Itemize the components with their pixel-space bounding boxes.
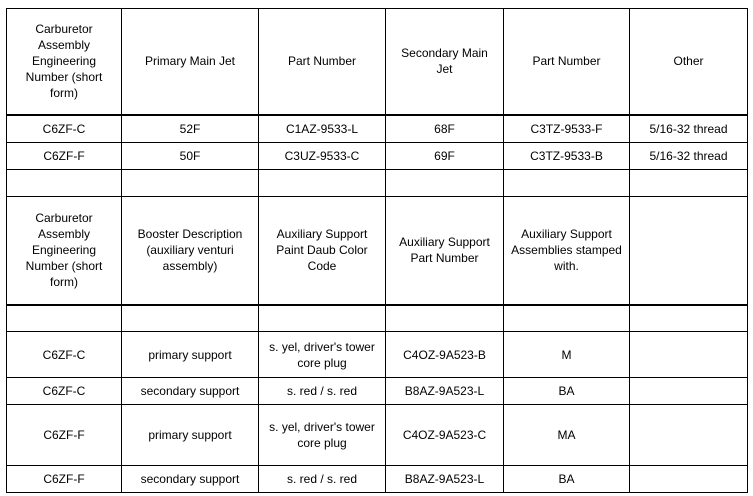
table-row xyxy=(7,466,748,493)
table-cell: s. red / s. red xyxy=(259,466,386,493)
table-cell: C6ZF-C xyxy=(7,115,122,143)
table-cell: M xyxy=(504,332,630,378)
header-cell: Carburetor Assembly Engineering Number (short form) xyxy=(7,197,122,305)
header-cell: Secondary Main Jet xyxy=(386,9,504,115)
table-cell: C1AZ-9533-L xyxy=(259,115,386,143)
header-row-jets xyxy=(7,9,748,115)
table-cell xyxy=(630,332,748,378)
table-cell xyxy=(630,405,748,466)
table-cell: C3UZ-9533-C xyxy=(259,143,386,170)
table-cell: B8AZ-9A523-L xyxy=(386,466,504,493)
table-cell: C3TZ-9533-F xyxy=(504,115,630,143)
table-cell: C6ZF-C xyxy=(7,332,122,378)
table-cell: 68F xyxy=(386,115,504,143)
table-cell: BA xyxy=(504,378,630,405)
table-cell: 69F xyxy=(386,143,504,170)
table-cell: 50F xyxy=(122,143,259,170)
empty-row xyxy=(7,305,748,332)
empty-row xyxy=(7,170,748,197)
table-row xyxy=(7,332,748,378)
header-cell: Other xyxy=(630,9,748,115)
table-cell: C3TZ-9533-B xyxy=(504,143,630,170)
header-cell: Booster Description (auxiliary venturi assembly) xyxy=(122,197,259,305)
table-cell: B8AZ-9A523-L xyxy=(386,378,504,405)
table-cell: primary support xyxy=(122,405,259,466)
header-cell: Part Number xyxy=(504,9,630,115)
table-cell: C6ZF-F xyxy=(7,405,122,466)
table-cell: 5/16-32 thread xyxy=(630,143,748,170)
table-row xyxy=(7,143,748,170)
header-cell: Auxiliary Support Part Number xyxy=(386,197,504,305)
table-cell: 52F xyxy=(122,115,259,143)
table-cell: s. red / s. red xyxy=(259,378,386,405)
header-cell: Carburetor Assembly Engineering Number (short form) xyxy=(7,9,122,115)
table-cell: C6ZF-F xyxy=(7,466,122,493)
table-cell: C6ZF-C xyxy=(7,378,122,405)
table-cell: primary support xyxy=(122,332,259,378)
header-cell: Primary Main Jet xyxy=(122,9,259,115)
table-row xyxy=(7,378,748,405)
table-cell: C4OZ-9A523-B xyxy=(386,332,504,378)
header-cell xyxy=(630,197,748,305)
carburetor-parts-table xyxy=(6,8,748,493)
table-cell xyxy=(630,466,748,493)
header-row-supports xyxy=(7,197,748,305)
table-cell: C6ZF-F xyxy=(7,143,122,170)
table-cell: BA xyxy=(504,466,630,493)
header-cell: Auxiliary Support Paint Daub Color Code xyxy=(259,197,386,305)
table-cell: C4OZ-9A523-C xyxy=(386,405,504,466)
table-cell: secondary support xyxy=(122,466,259,493)
table-cell: s. yel, driver's tower core plug xyxy=(259,405,386,466)
header-cell: Part Number xyxy=(259,9,386,115)
table-cell: s. yel, driver's tower core plug xyxy=(259,332,386,378)
table-cell: secondary support xyxy=(122,378,259,405)
table-row xyxy=(7,405,748,466)
table-row xyxy=(7,115,748,143)
table-cell: 5/16-32 thread xyxy=(630,115,748,143)
header-cell: Auxiliary Support Assemblies stamped with. xyxy=(504,197,630,305)
table-cell: MA xyxy=(504,405,630,466)
table-cell xyxy=(630,378,748,405)
